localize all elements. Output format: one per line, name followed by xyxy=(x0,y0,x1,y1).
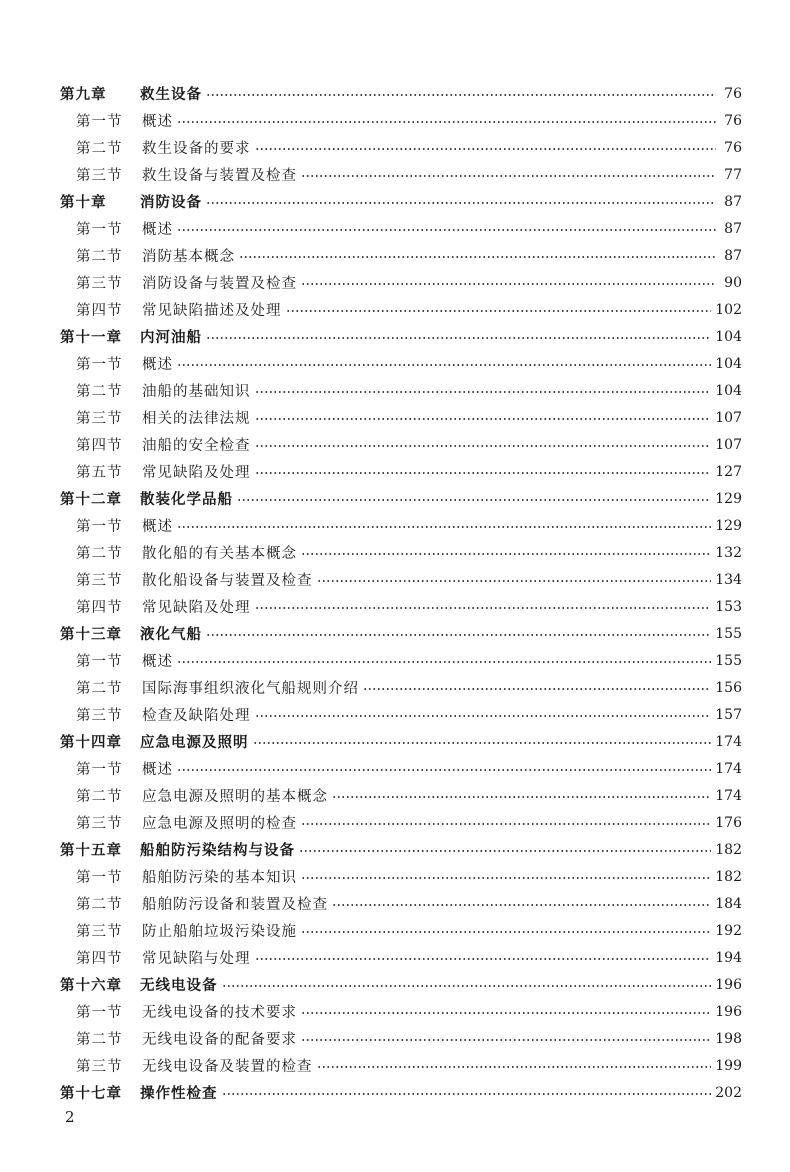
toc-entry-page: 182 xyxy=(715,841,742,858)
toc-entry-label: 第一节 xyxy=(76,519,123,535)
toc-entry-label: 第三节 xyxy=(76,816,123,832)
dot-leader xyxy=(237,499,711,501)
toc-entry-title: 液化气船 xyxy=(140,626,202,643)
toc-entry-page: 196 xyxy=(715,976,742,993)
toc-section-entry[interactable] xyxy=(60,107,742,134)
toc-entry-title: 救生设备与装置及检查 xyxy=(142,168,297,184)
toc-entry-title: 常见缺陷与处理 xyxy=(142,951,251,967)
dot-leader xyxy=(177,661,711,663)
toc-entry-page: 155 xyxy=(715,625,742,642)
toc-entry-label: 第二节 xyxy=(76,249,123,265)
dot-leader xyxy=(253,742,712,744)
toc-entry-page: 129 xyxy=(715,490,742,507)
toc-entry-label: 第一节 xyxy=(76,357,123,373)
toc-entry-page: 192 xyxy=(715,922,742,939)
toc-entry-page: 196 xyxy=(715,1003,742,1020)
toc-entry-title: 概述 xyxy=(142,222,173,238)
toc-entry-label: 第四节 xyxy=(76,303,123,319)
dot-leader xyxy=(255,148,717,150)
toc-entry-page: 174 xyxy=(715,787,742,804)
toc-entry-title: 散装化学品船 xyxy=(140,491,233,508)
toc-entry-label: 第一节 xyxy=(76,222,123,238)
toc-entry-label: 第十二章 xyxy=(60,491,122,508)
toc-entry-page: 176 xyxy=(715,814,742,831)
toc-entry-label: 第三节 xyxy=(76,276,123,292)
toc-entry-title: 操作性检查 xyxy=(140,1085,218,1102)
dot-leader xyxy=(222,1093,712,1095)
table-of-contents xyxy=(0,80,790,1106)
toc-entry-title: 应急电源及照明的基本概念 xyxy=(142,789,328,805)
dot-leader xyxy=(255,958,712,960)
toc-entry-page: 184 xyxy=(715,895,742,912)
dot-leader xyxy=(177,526,711,528)
toc-entry-page: 104 xyxy=(715,355,742,372)
toc-section-entry[interactable] xyxy=(60,701,742,728)
toc-entry-title: 应急电源及照明 xyxy=(140,734,249,751)
toc-entry-label: 第一节 xyxy=(76,654,123,670)
toc-section-entry[interactable] xyxy=(60,161,742,188)
toc-chapter-entry[interactable] xyxy=(60,323,742,350)
dot-leader xyxy=(177,229,716,231)
toc-entry-title: 相关的法律法规 xyxy=(142,411,251,427)
toc-entry-page: 87 xyxy=(724,193,742,210)
toc-section-entry[interactable] xyxy=(60,1052,742,1079)
toc-section-entry[interactable] xyxy=(60,1025,742,1052)
dot-leader xyxy=(239,256,716,258)
toc-chapter-entry[interactable] xyxy=(60,620,742,647)
toc-entry-label: 第一节 xyxy=(76,1005,123,1021)
toc-entry-label: 第十章 xyxy=(60,194,107,211)
toc-entry-label: 第二节 xyxy=(76,546,123,562)
toc-entry-page: 107 xyxy=(715,436,742,453)
toc-entry-page: 182 xyxy=(715,868,742,885)
toc-entry-label: 第二节 xyxy=(76,897,123,913)
toc-entry-title: 无线电设备的配备要求 xyxy=(142,1032,297,1048)
toc-entry-title: 概述 xyxy=(142,357,173,373)
toc-chapter-entry[interactable] xyxy=(60,836,742,863)
toc-entry-page: 77 xyxy=(724,166,742,183)
toc-section-entry[interactable] xyxy=(60,431,742,458)
toc-entry-title: 无线电设备 xyxy=(140,977,218,994)
toc-entry-label: 第二节 xyxy=(76,681,123,697)
toc-entry-page: 134 xyxy=(715,571,742,588)
toc-entry-page: 76 xyxy=(724,112,742,129)
toc-section-entry[interactable] xyxy=(60,134,742,161)
toc-entry-page: 156 xyxy=(715,679,742,696)
toc-entry-title: 散化船的有关基本概念 xyxy=(142,546,297,562)
toc-entry-page: 104 xyxy=(715,382,742,399)
toc-entry-page: 107 xyxy=(715,409,742,426)
dot-leader xyxy=(286,310,712,312)
toc-entry-title: 应急电源及照明的检查 xyxy=(142,816,297,832)
toc-entry-label: 第三节 xyxy=(76,411,123,427)
toc-entry-page: 199 xyxy=(715,1057,742,1074)
toc-entry-title: 无线电设备及装置的检查 xyxy=(142,1059,313,1075)
toc-entry-page: 202 xyxy=(715,1084,742,1101)
dot-leader xyxy=(255,418,712,420)
dot-leader xyxy=(177,121,716,123)
dot-leader xyxy=(177,769,711,771)
toc-entry-title: 油船的基础知识 xyxy=(142,384,251,400)
toc-entry-title: 船舶防污染结构与设备 xyxy=(140,842,295,859)
toc-entry-page: 76 xyxy=(724,139,742,156)
toc-entry-title: 检查及缺陷处理 xyxy=(142,708,251,724)
dot-leader xyxy=(206,202,716,204)
dot-leader xyxy=(206,94,716,96)
toc-entry-title: 救生设备 xyxy=(140,86,202,103)
toc-chapter-entry[interactable] xyxy=(60,485,742,512)
toc-section-entry[interactable] xyxy=(60,755,742,782)
toc-entry-label: 第三节 xyxy=(76,1059,123,1075)
toc-entry-title: 概述 xyxy=(142,519,173,535)
toc-entry-label: 第十六章 xyxy=(60,977,122,994)
toc-entry-page: 155 xyxy=(715,652,742,669)
dot-leader xyxy=(301,1012,711,1014)
toc-entry-page: 174 xyxy=(715,760,742,777)
toc-entry-title: 船舶防污染的基本知识 xyxy=(142,870,297,886)
dot-leader xyxy=(301,553,711,555)
toc-section-entry[interactable] xyxy=(60,458,742,485)
dot-leader xyxy=(301,877,711,879)
toc-entry-title: 救生设备的要求 xyxy=(142,141,251,157)
toc-entry-label: 第十七章 xyxy=(60,1085,122,1102)
toc-section-entry[interactable] xyxy=(60,809,742,836)
dot-leader xyxy=(317,580,712,582)
toc-entry-page: 90 xyxy=(724,274,742,291)
toc-section-entry[interactable] xyxy=(60,404,742,431)
toc-entry-label: 第十四章 xyxy=(60,734,122,751)
toc-entry-label: 第四节 xyxy=(76,951,123,967)
toc-entry-page: 174 xyxy=(715,733,742,750)
dot-leader xyxy=(206,634,711,636)
toc-entry-title: 概述 xyxy=(142,762,173,778)
toc-section-entry[interactable] xyxy=(60,377,742,404)
toc-entry-title: 消防设备 xyxy=(140,194,202,211)
toc-entry-title: 国际海事组织液化气船规则介绍 xyxy=(142,681,359,697)
toc-entry-title: 无线电设备的技术要求 xyxy=(142,1005,297,1021)
toc-chapter-entry[interactable] xyxy=(60,971,742,998)
toc-entry-title: 消防设备与装置及检查 xyxy=(142,276,297,292)
toc-entry-label: 第三节 xyxy=(76,708,123,724)
toc-entry-label: 第一节 xyxy=(76,762,123,778)
toc-entry-title: 散化船设备与装置及检查 xyxy=(142,573,313,589)
dot-leader xyxy=(363,688,711,690)
toc-entry-page: 132 xyxy=(715,544,742,561)
toc-section-entry[interactable] xyxy=(60,593,742,620)
toc-entry-label: 第五节 xyxy=(76,465,123,481)
toc-section-entry[interactable] xyxy=(60,242,742,269)
dot-leader xyxy=(317,1066,712,1068)
toc-entry-page: 87 xyxy=(724,220,742,237)
toc-section-entry[interactable] xyxy=(60,566,742,593)
dot-leader xyxy=(255,472,712,474)
toc-entry-page: 127 xyxy=(715,463,742,480)
dot-leader xyxy=(301,175,716,177)
toc-entry-page: 104 xyxy=(715,328,742,345)
toc-chapter-entry[interactable] xyxy=(60,1079,742,1106)
toc-entry-title: 概述 xyxy=(142,114,173,130)
dot-leader xyxy=(177,364,711,366)
dot-leader xyxy=(301,931,711,933)
toc-entry-page: 153 xyxy=(715,598,742,615)
dot-leader xyxy=(255,391,712,393)
toc-entry-title: 概述 xyxy=(142,654,173,670)
toc-section-entry[interactable] xyxy=(60,944,742,971)
toc-entry-title: 内河油船 xyxy=(140,329,202,346)
toc-section-entry[interactable] xyxy=(60,863,742,890)
toc-entry-page: 194 xyxy=(715,949,742,966)
toc-section-entry[interactable] xyxy=(60,674,742,701)
toc-entry-page: 157 xyxy=(715,706,742,723)
toc-section-entry[interactable] xyxy=(60,215,742,242)
dot-leader xyxy=(301,1039,711,1041)
dot-leader xyxy=(222,985,712,987)
toc-entry-page: 76 xyxy=(724,85,742,102)
toc-section-entry[interactable] xyxy=(60,647,742,674)
toc-entry-label: 第十一章 xyxy=(60,329,122,346)
page-number: 2 xyxy=(65,1108,75,1126)
toc-entry-label: 第四节 xyxy=(76,438,123,454)
toc-section-entry[interactable] xyxy=(60,782,742,809)
toc-entry-page: 102 xyxy=(715,301,742,318)
toc-chapter-entry[interactable] xyxy=(60,80,742,107)
toc-entry-label: 第一节 xyxy=(76,870,123,886)
toc-section-entry[interactable] xyxy=(60,539,742,566)
toc-entry-title: 常见缺陷及处理 xyxy=(142,600,251,616)
toc-chapter-entry[interactable] xyxy=(60,188,742,215)
toc-entry-page: 129 xyxy=(715,517,742,534)
toc-entry-label: 第四节 xyxy=(76,600,123,616)
toc-section-entry[interactable] xyxy=(60,512,742,539)
dot-leader xyxy=(332,796,711,798)
toc-chapter-entry[interactable] xyxy=(60,728,742,755)
dot-leader xyxy=(255,715,712,717)
dot-leader xyxy=(301,283,716,285)
dot-leader xyxy=(206,337,711,339)
toc-entry-label: 第三节 xyxy=(76,573,123,589)
dot-leader xyxy=(255,607,712,609)
toc-entry-label: 第二节 xyxy=(76,789,123,805)
toc-entry-label: 第三节 xyxy=(76,924,123,940)
toc-entry-title: 油船的安全检查 xyxy=(142,438,251,454)
toc-section-entry[interactable] xyxy=(60,917,742,944)
toc-entry-label: 第二节 xyxy=(76,1032,123,1048)
toc-section-entry[interactable] xyxy=(60,269,742,296)
toc-entry-title: 船舶防污设备和装置及检查 xyxy=(142,897,328,913)
dot-leader xyxy=(332,904,711,906)
toc-section-entry[interactable] xyxy=(60,296,742,323)
toc-entry-label: 第九章 xyxy=(60,86,107,103)
toc-entry-label: 第十五章 xyxy=(60,842,122,859)
toc-entry-title: 常见缺陷描述及处理 xyxy=(142,303,282,319)
dot-leader xyxy=(301,823,711,825)
toc-entry-label: 第二节 xyxy=(76,141,123,157)
toc-entry-page: 198 xyxy=(715,1030,742,1047)
dot-leader xyxy=(255,445,712,447)
toc-entry-title: 防止船舶垃圾污染设施 xyxy=(142,924,297,940)
toc-entry-title: 常见缺陷及处理 xyxy=(142,465,251,481)
toc-section-entry[interactable] xyxy=(60,998,742,1025)
toc-entry-title: 消防基本概念 xyxy=(142,249,235,265)
toc-section-entry[interactable] xyxy=(60,890,742,917)
dot-leader xyxy=(299,850,711,852)
toc-entry-label: 第一节 xyxy=(76,114,123,130)
toc-entry-label: 第三节 xyxy=(76,168,123,184)
toc-section-entry[interactable] xyxy=(60,350,742,377)
toc-entry-page: 87 xyxy=(724,247,742,264)
toc-entry-label: 第十三章 xyxy=(60,626,122,643)
toc-entry-label: 第二节 xyxy=(76,384,123,400)
